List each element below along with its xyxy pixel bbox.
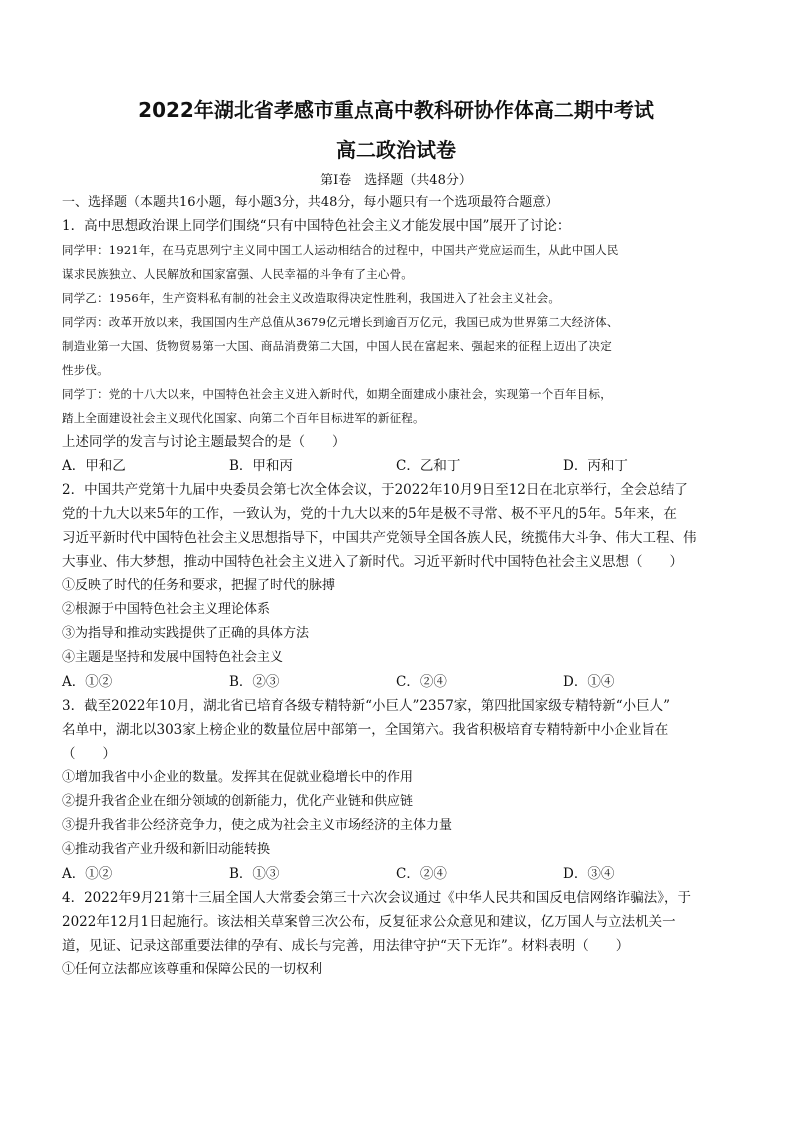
question-line: 大事业、伟大梦想，推动中国特色社会主义进入了新时代。习近平新时代中国特色社会主义思想（ ） xyxy=(62,554,683,570)
answer-choices xyxy=(62,862,730,886)
exam-title: 2022年湖北省孝感市重点高中教科研协作体高二期中考试 xyxy=(138,98,654,122)
material-line: 性步伐。 xyxy=(62,363,109,377)
material-line: 同学甲：1921年，在马克思列宁主义同中国工人运动相结合的过程中，中国共产党应运而生，从此中国人民 xyxy=(62,243,619,257)
choice-d: D．①④ xyxy=(563,674,615,690)
choice-b: B．②③ xyxy=(229,674,280,690)
material-line: 制造业第一大国、货物贸易第一大国、商品消费第二大国，中国人民在富起来、强起来的征程上迈出了决定 xyxy=(62,339,612,353)
question-line: 3．截至2022年10月，湖北省已培育各级专精特新“小巨人”2357家，第四批国家级专精特新“小巨人” xyxy=(62,698,671,714)
exam-subtitle: 高二政治试卷 xyxy=(336,138,456,162)
choice-c: C．②④ xyxy=(396,674,447,690)
question-stem: 1．高中思想政治课上同学们围绕“只有中国特色社会主义才能发展中国”展开了讨论： xyxy=(62,218,571,234)
question-line: 习近平新时代中国特色社会主义思想指导下，中国共产党领导全国各族人民，统揽伟大斗争、伟大工程、伟 xyxy=(62,530,697,546)
choice-a: A．①② xyxy=(62,866,113,882)
answer-choices xyxy=(62,454,730,478)
option-1: ①任何立法都应该尊重和保障公民的一切权利 xyxy=(62,962,323,977)
option-4: ④主题是坚持和发展中国特色社会主义 xyxy=(62,650,284,665)
material-line: 同学丙：改革开放以来，我国国内生产总值从3679亿元增长到逾百万亿元，我国已成为世界第二大经济体、 xyxy=(62,315,619,329)
exam-page xyxy=(62,96,730,982)
question-line: 名单中，湖北以303家上榜企业的数量位居中部第一，全国第六。我省积极培育专精特新中小企业旨在 xyxy=(62,722,669,738)
question-4 xyxy=(62,886,730,982)
material-line: 同学乙：1956年，生产资料私有制的社会主义改造取得决定性胜利，我国进入了社会主义社会。 xyxy=(62,291,561,305)
part-heading: 第Ⅰ卷 选择题（共48分） xyxy=(320,173,472,188)
question-3 xyxy=(62,694,730,886)
option-1: ①增加我省中小企业的数量。发挥其在促就业稳增长中的作用 xyxy=(62,770,414,785)
choice-b: B．①③ xyxy=(229,866,280,882)
choice-b: B．甲和丙 xyxy=(229,458,293,474)
choice-a: A．甲和乙 xyxy=(62,458,126,474)
choice-d: D．丙和丁 xyxy=(563,458,628,474)
question-line: （ ） xyxy=(62,746,116,762)
material-line: 同学丁：党的十八大以来，中国特色社会主义进入新时代，如期全面建成小康社会，实现第一个百年目标， xyxy=(62,387,612,401)
question-line: 2022年12月1日起施行。该法相关草案曾三次公布，反复征求公众意见和建议，亿万国人与立法机关一 xyxy=(62,914,676,930)
option-3: ③提升我省非公经济竞争力，使之成为社会主义市场经济的主体力量 xyxy=(62,818,453,833)
question-line: 党的十九大以来5年的工作，一致认为，党的十九大以来的5年是极不寻常、极不平凡的5年。5年来，在 xyxy=(62,506,677,522)
question-prompt: 上述同学的发言与讨论主题最契合的是（ ） xyxy=(62,434,346,450)
option-1: ①反映了时代的任务和要求，把握了时代的脉搏 xyxy=(62,578,336,593)
option-2: ②根源于中国特色社会主义理论体系 xyxy=(62,602,271,617)
section-instructions: 一、选择题（本题共16小题，每小题3分，共48分，每小题只有一个选项最符合题意） xyxy=(62,195,559,210)
question-1 xyxy=(62,214,730,478)
choice-a: A．①② xyxy=(62,674,113,690)
choice-c: C．②④ xyxy=(396,866,447,882)
question-line: 2．中国共产党第十九届中央委员会第七次全体会议，于2022年10月9日至12日在北京举行，全会总结了 xyxy=(62,482,688,498)
option-2: ②提升我省企业在细分领域的创新能力，优化产业链和供应链 xyxy=(62,794,414,809)
question-2 xyxy=(62,478,730,694)
choice-d: D．③④ xyxy=(563,866,615,882)
question-line: 道，见证、记录这部重要法律的孕有、成长与完善，用法律守护“天下无诈”。材料表明（ ） xyxy=(62,938,630,954)
question-line: 4．2022年9月21第十三届全国人大常委会第三十六次会议通过《中华人民共和国反电信网络诈骗法》，于 xyxy=(62,890,691,906)
material-line: 谋求民族独立、人民解放和国家富强、人民幸福的斗争有了主心骨。 xyxy=(62,267,413,281)
material-line: 踏上全面建设社会主义现代化国家、向第二个百年目标进军的新征程。 xyxy=(62,411,425,425)
option-3: ③为指导和推动实践提供了正确的具体方法 xyxy=(62,626,310,641)
choice-c: C．乙和丁 xyxy=(396,458,461,474)
option-4: ④推动我省产业升级和新旧动能转换 xyxy=(62,842,271,857)
answer-choices xyxy=(62,670,730,694)
